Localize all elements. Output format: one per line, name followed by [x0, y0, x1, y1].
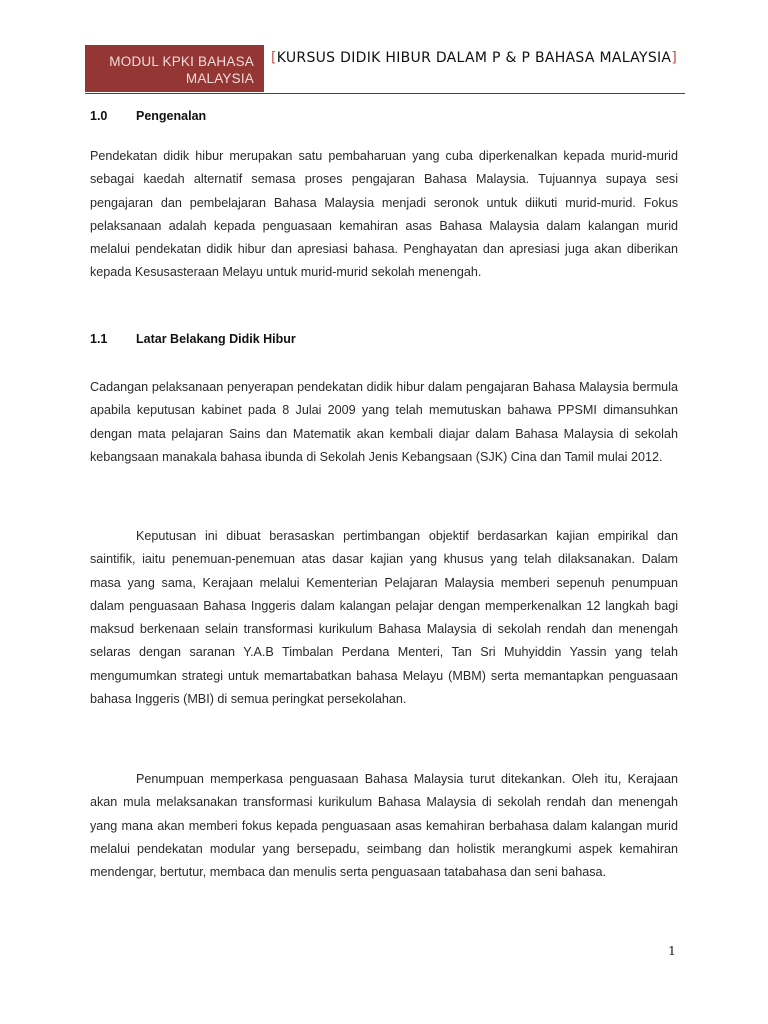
section-title: Pengenalan	[136, 109, 207, 123]
module-label-line1: MODUL KPKI BAHASA	[109, 54, 254, 69]
section-heading-pengenalan	[90, 109, 206, 123]
title-text: KURSUS DIDIK HIBUR DALAM P & P BAHASA MALAYSIA	[276, 50, 672, 66]
paragraph-cadangan: Cadangan pelaksanaan penyerapan pendekatan didik hibur dalam pengajaran Bahasa Malaysia bermula apabila keputusan kabinet pada 8 Julai 2009 yang telah memutuskan bahawa PPSMI dimansuhkan dengan mata pelajaran Sains dan Matematik akan kembali diajar dalam Bahasa Malaysia di sekolah kebangsaan manakala bahasa ibunda di Sekolah Jenis Kebangsaan (SJK) Cina dan Tamil mulai 2012.	[90, 380, 678, 464]
paragraph-penumpuan: Penumpuan memperkasa penguasaan Bahasa Malaysia turut ditekankan. Oleh itu, Kerajaan akan mula melaksanakan transformasi kurikulum Bahasa Malaysia di sekolah rendah dan menengah yang mana akan memberi fokus kepada penguasaan asas kemahiran berbahasa dalam kalangan murid melalui pendekatan modular yang bersepadu, seimbang dan holistik merangkumi aspek kemahiran mendengar, bertutur, membaca dan menulis serta penguasaan tatabahasa dan seni bahasa.	[90, 772, 678, 880]
document-title	[271, 49, 685, 68]
section-heading-latar-belakang	[90, 332, 296, 346]
page-number: 1	[668, 943, 676, 958]
page-header	[85, 44, 685, 94]
section-number: 1.0	[90, 109, 108, 123]
section-title: Latar Belakang Didik Hibur	[136, 332, 296, 346]
title-bracket-open: [	[271, 50, 277, 66]
title-bracket-close: ]	[671, 50, 678, 66]
paragraph-intro: Pendekatan didik hibur merupakan satu pembaharuan yang cuba diperkenalkan kepada murid-murid sebagai kaedah alternatif semasa proses pengajaran Bahasa Malaysia. Tujuannya supaya sesi pengajaran dan pembelajaran Bahasa Malaysia menjadi seronok untuk diikuti murid-murid. Fokus pelaksanaan adalah kepada penguasaan kemahiran asas Bahasa Malaysia dalam kalangan murid melalui pendekatan didik hibur dan apresiasi bahasa. Penghayatan dan apresiasi juga akan diberikan kepada Kesusasteraan Melayu untuk murid-murid sekolah menengah.	[90, 149, 678, 280]
module-label-box	[85, 45, 264, 92]
section-number: 1.1	[90, 332, 108, 346]
paragraph-keputusan: Keputusan ini dibuat berasaskan pertimbangan objektif berdasarkan kajian empirikal dan saintifik, iaitu penemuan-penemuan atas dasar kajian yang khusus yang telah dilaksanakan. Dalam masa yang sama, Kerajaan melalui Kementerian Pelajaran Malaysia memberi sepenuh penumpuan dalam penguasaan Bahasa Inggeris dalam kalangan pelajar dengan memperkenalkan 12 langkah bagi maksud berkenaan selain transformasi kurikulum Bahasa Malaysia di sekolah rendah dan menengah selaras dengan saranan Y.A.B Timbalan Perdana Menteri, Tan Sri Muhyiddin Yassin yang telah mengumumkan strategi untuk memartabatkan bahasa Melayu (MBM) serta memantapkan penguasaan bahasa Inggeris (MBI) di semua peringkat persekolahan.	[90, 529, 678, 707]
module-label-line2: MALAYSIA	[185, 71, 254, 86]
